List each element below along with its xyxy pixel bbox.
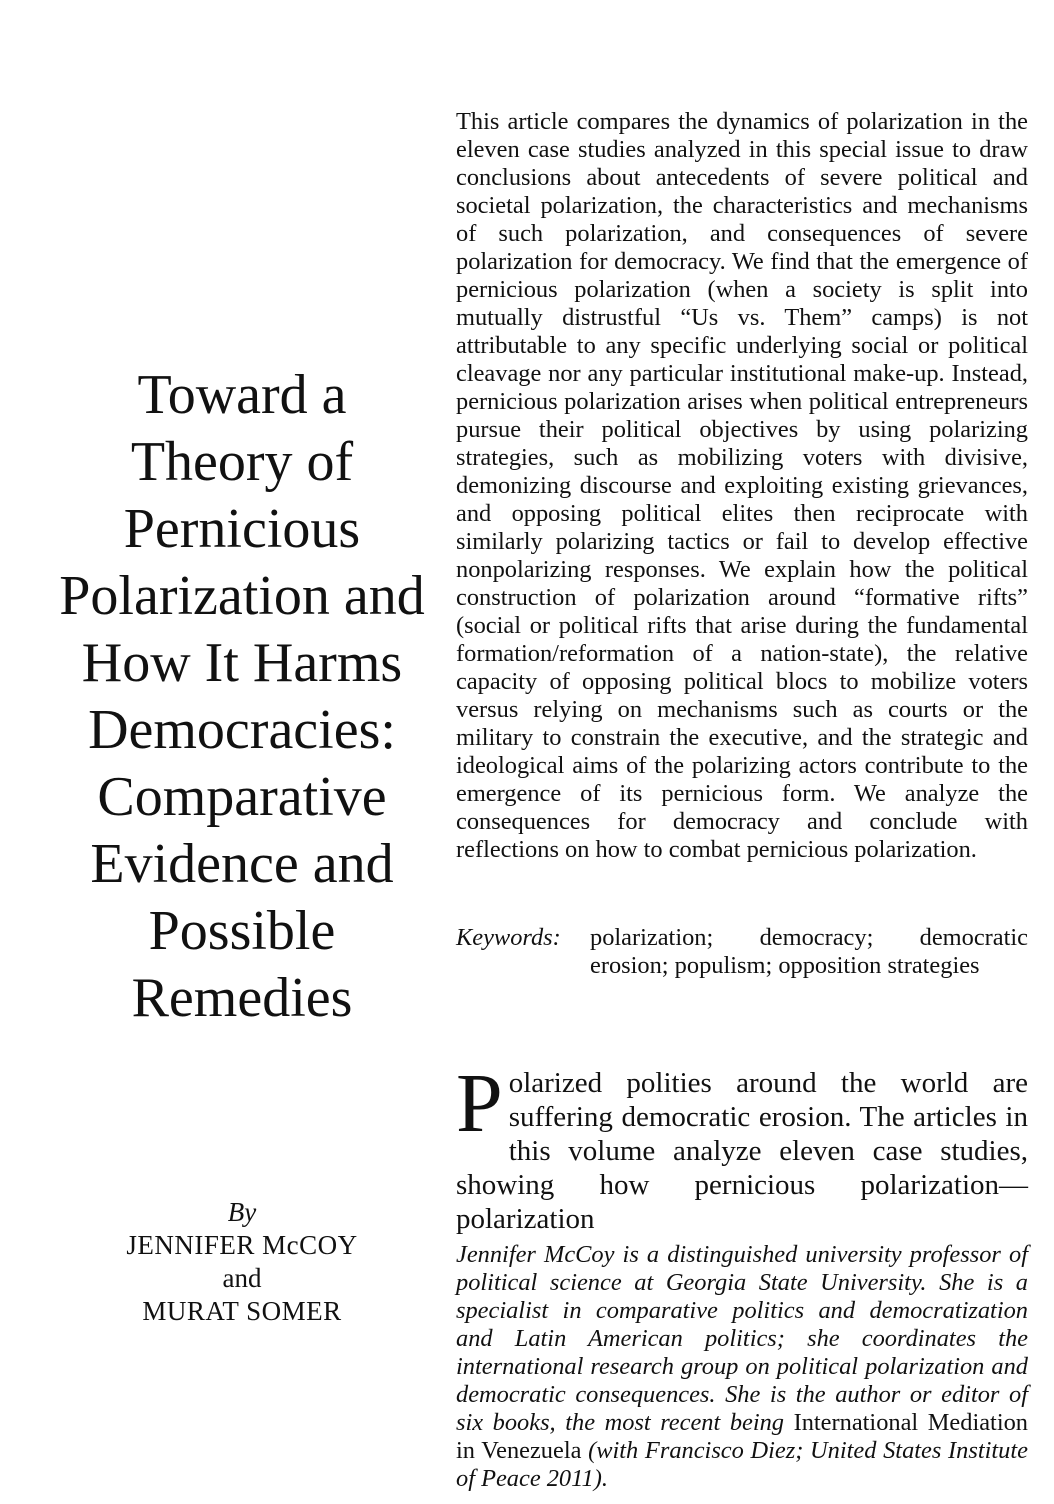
- byline-and: and: [222, 1263, 262, 1293]
- title-line: How It Harms: [81, 632, 403, 694]
- keywords-label: Keywords:: [456, 924, 561, 951]
- byline: [40, 1196, 444, 1328]
- article-title: [40, 362, 444, 1032]
- body-paragraph: [456, 1057, 1028, 1236]
- title-line: Possible: [148, 900, 336, 962]
- byline-by: By: [227, 1197, 257, 1227]
- title-line: Evidence and: [90, 833, 394, 895]
- title-line: Comparative: [97, 766, 387, 828]
- bio-text: Jennifer McCoy is a distinguished university professor of political science at Georgia State University. She is a specialist in comparative politics and democratization and Latin American politics; she coordinates the international research group on political polarization and democratic consequences. She is the author or editor of six books, the most recent being: [456, 1241, 1028, 1436]
- drop-cap: P: [456, 1057, 503, 1150]
- author-name: JENNIFER McCOY: [126, 1230, 358, 1260]
- title-line: Democracies:: [88, 699, 396, 761]
- title-line: Remedies: [131, 967, 353, 1029]
- keywords: [456, 924, 1028, 980]
- title-line: Theory of: [130, 431, 354, 493]
- title-line: Polarization and: [59, 565, 425, 627]
- author-name: MURAT SOMER: [142, 1296, 342, 1326]
- abstract: This article compares the dynamics of polarization in the eleven case studies analyzed in this special issue to draw conclusions about antecedents of severe political and societal polarization, the characteristics and mechanisms of such polarization, and consequences of severe polarization for democracy. We find that the emergence of pernicious polarization (when a society is split into mutually distrustful “Us vs. Them” camps) is not attributable to any specific underlying social or political cleavage nor any particular institutional make-up. Instead, pernicious polarization arises when political entrepreneurs pursue their political objectives by using polarizing strategies, such as mobilizing voters with divisive, demonizing discourse and exploiting existing grievances, and opposing political elites then reciprocate with similarly polarizing tactics or fail to develop effective nonpolarizing responses. We explain how the political construction of polarization around “formative rifts” (social or political rifts that arise during the fundamental formation/reformation of a nation-state), the relative capacity of opposing political blocs to mobilize voters versus relying on mechanisms such as courts or the military to constrain the executive, and the strategic and ideological aims of the polarizing actors contribute to the emergence of its pernicious form. We analyze the consequences for democracy and conclude with reflections on how to combat pernicious polarization.: [456, 108, 1028, 863]
- body-text: olarized polities around the world are suffering democratic erosion. The articles in this volume analyze eleven case studies, showing how pernicious polarization—polarization: [456, 1067, 1028, 1235]
- bio-book-title: International Mediation in Venezuela: [456, 1409, 1029, 1464]
- author-bio: [456, 1241, 1028, 1493]
- bio-text-end: (with Francisco Diez; United States Institute of Peace 2011).: [456, 1437, 1028, 1492]
- title-line: Pernicious: [123, 498, 361, 560]
- title-line: Toward a: [137, 364, 347, 426]
- keywords-text: polarization; democracy; democratic erosion; populism; opposition strategies: [590, 924, 1028, 979]
